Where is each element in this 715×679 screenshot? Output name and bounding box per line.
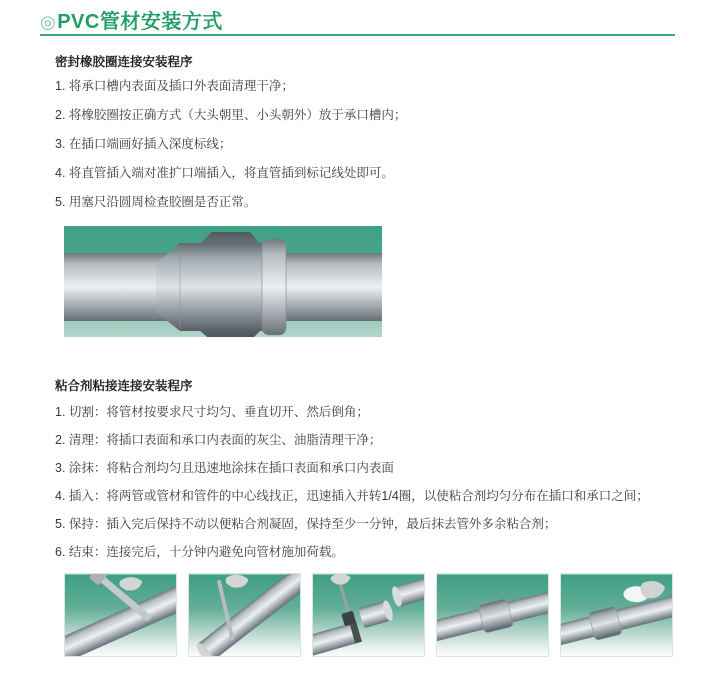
wipe-joint-photo [560,573,673,657]
section2-step-4: 4. 插入：将两管或管材和管件的中心线找正，迅速插入并转1/4圈，以使粘合剂均匀分布在插口和承口之间； [55,489,649,503]
double-circle-icon: ◎ [40,12,57,32]
section1-step-1: 1. 将承口槽内表面及插口外表面清理干净； [55,79,294,93]
rubber-ring-joint-photo [64,226,382,337]
page-title-text: PVC管材安装方式 [57,11,223,33]
section1-step-2: 2. 将橡胶圈按正确方式（大头朝里、小头朝外）放于承口槽内； [55,108,407,122]
section2-step-2: 2. 清理：将插口表面和承口内表面的灰尘、油脂清理干净； [55,433,382,447]
section1-heading: 密封橡胶圈连接安装程序 [55,55,193,69]
section2-heading: 粘合剂粘接连接安装程序 [55,379,193,393]
joined-pipes-photo [436,573,549,657]
apply-adhesive-photo [312,573,425,657]
section2-step-6: 6. 结束：连接完后，十分钟内避免向管材施加荷载。 [55,545,344,559]
page-title [40,5,223,34]
title-underline [40,34,675,36]
section2-step-1: 1. 切割：将管材按要求尺寸均匀、垂直切开、然后倒角； [55,405,369,419]
cut-pipe-photo [64,573,177,657]
chamfer-pipe-end-photo [188,573,301,657]
section2-step-3: 3. 涂抹：将粘合剂均匀且迅速地涂抹在插口表面和承口内表面 [55,461,394,475]
section1-step-4: 4. 将直管插入端对准扩口端插入，将直管插到标记线处即可。 [55,166,394,180]
section1-step-5: 5. 用塞尺沿圆周检查胶圈是否正常。 [55,195,257,209]
section1-step-3: 3. 在插口端画好插入深度标线； [55,137,232,151]
section2-step-5: 5. 保持：插入完后保持不动以便粘合剂凝固，保持至少一分钟，最后抹去管外多余粘合剂； [55,517,557,531]
